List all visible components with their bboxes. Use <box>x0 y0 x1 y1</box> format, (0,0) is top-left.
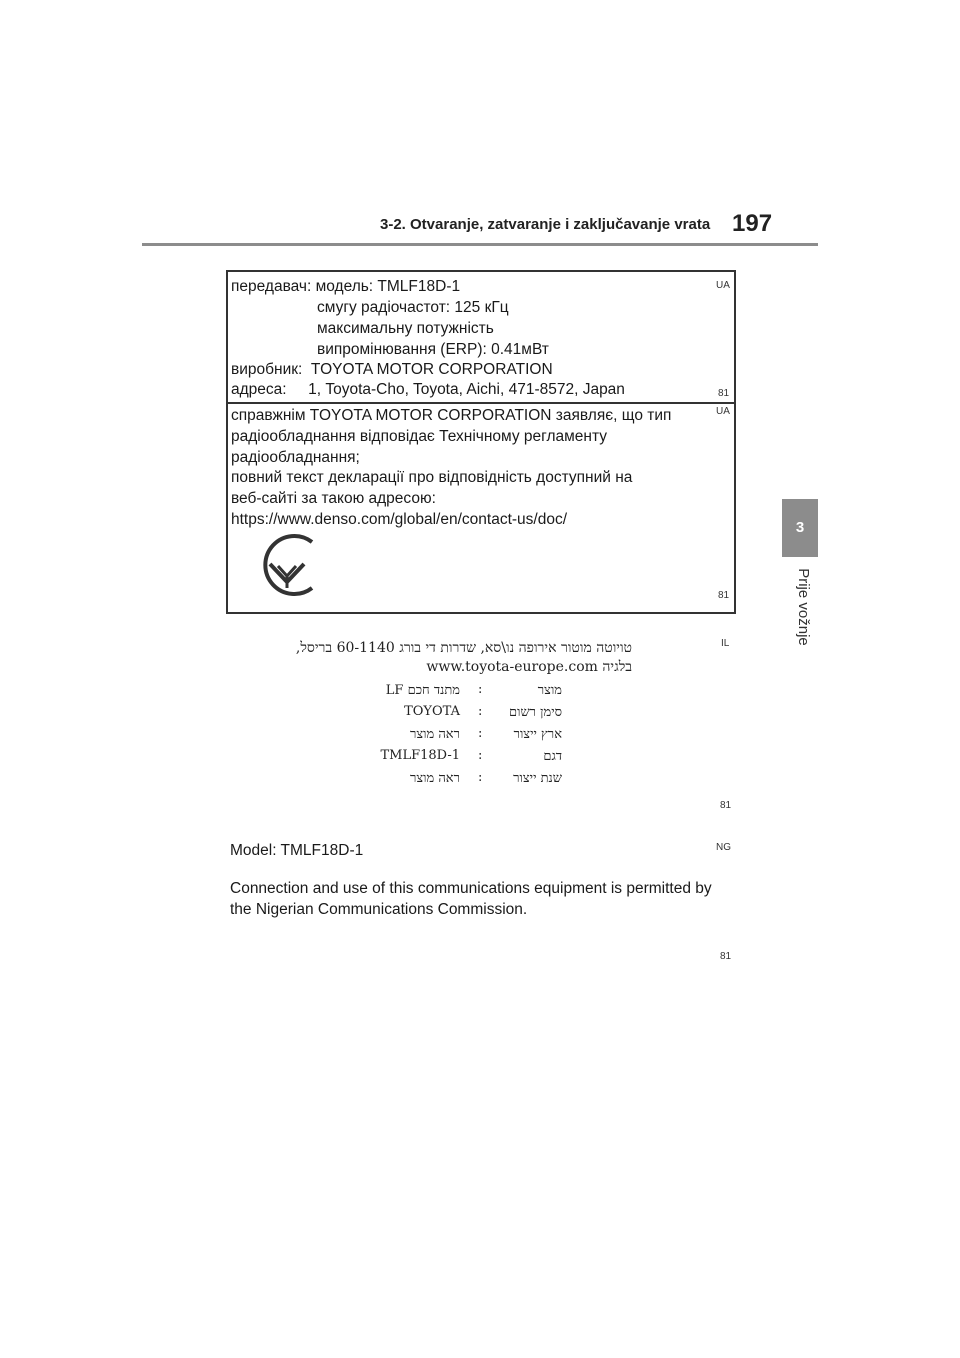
ng-country-code: NG <box>716 842 731 853</box>
il-row-colon: : <box>478 726 483 741</box>
il-row-key: דגם <box>543 749 562 764</box>
section-title: 3-2. Otvaranje, zatvaranje i zaključavanje vrata <box>380 216 711 233</box>
il-address-line: טויוטה מוטור אירופה נו\סא, שדרות די בורג 60-1140 בריסל, <box>295 640 632 656</box>
il-row-colon: : <box>478 682 483 697</box>
ua1-country-code: UA <box>716 280 730 291</box>
il-row-colon: : <box>478 704 483 719</box>
chapter-label: Prije vožnje <box>795 568 812 646</box>
il-row-value: LF מתנד חכם <box>385 683 460 698</box>
page-number: 197 <box>732 210 773 237</box>
ng-statement-line: the Nigerian Communications Commission. <box>230 901 528 918</box>
il-row-key: סימן רשום <box>509 705 562 720</box>
table-row <box>372 682 572 702</box>
ua-label-divider <box>228 402 734 404</box>
ua2-line: справжнім TOYOTA MOTOR CORPORATION заявляє, що тип <box>231 407 672 424</box>
il-row-value: ראה מוצר <box>409 727 460 742</box>
il-row-value: TOYOTA <box>404 704 460 719</box>
ua2-page-ref: 81 <box>718 590 730 601</box>
ua2-line: повний текст декларації про відповідність доступний на <box>231 469 633 486</box>
ua1-line: передавач: модель: TMLF18D-1 <box>231 278 461 295</box>
ua1-line: адреса: 1, Toyota-Cho, Toyota, Aichi, 471-8572, Japan <box>231 381 625 398</box>
ua2-country-code: UA <box>716 406 730 417</box>
table-row <box>372 704 572 724</box>
table-row <box>372 748 572 768</box>
ua2-line: веб-сайті за такою адресою: <box>231 490 436 507</box>
header-rule <box>142 243 818 246</box>
table-row <box>372 770 572 790</box>
ukrsepro-conformity-mark-icon <box>256 532 318 598</box>
il-page-ref: 81 <box>720 800 732 811</box>
il-row-key: ארץ ייצור <box>513 727 562 742</box>
il-row-colon: : <box>478 748 483 763</box>
ng-model-line: Model: TMLF18D-1 <box>230 842 364 859</box>
ua1-line: виробник: TOYOTA MOTOR CORPORATION <box>231 361 553 378</box>
ng-statement-line: Connection and use of this communications equipment is permitted by <box>230 880 712 897</box>
ua1-line: максимальну потужність <box>317 320 494 337</box>
il-row-value: ראה מוצר <box>409 771 460 786</box>
ua1-line: випромінювання (ERP): 0.41мВт <box>317 341 549 358</box>
table-row <box>372 726 572 746</box>
ua1-line: смугу радіочастот: 125 кГц <box>317 299 509 316</box>
ua2-line: радіообладнання; <box>231 449 360 466</box>
il-country-code: IL <box>721 638 730 649</box>
il-row-key: מוצר <box>537 683 562 698</box>
il-row-value: TMLF18D-1 <box>380 748 460 763</box>
chapter-tab: 3 <box>782 499 818 557</box>
il-row-key: שנת ייצור <box>513 771 562 786</box>
ua1-page-ref: 81 <box>718 388 730 399</box>
ua2-line: радіообладнання відповідає Технічному регламенту <box>231 428 608 445</box>
ua2-line: https://www.denso.com/global/en/contact-us/doc/ <box>231 511 568 528</box>
il-country-line: בלגיה www.toyota-europe.com <box>426 659 632 675</box>
il-row-colon: : <box>478 770 483 785</box>
ng-page-ref: 81 <box>720 951 732 962</box>
